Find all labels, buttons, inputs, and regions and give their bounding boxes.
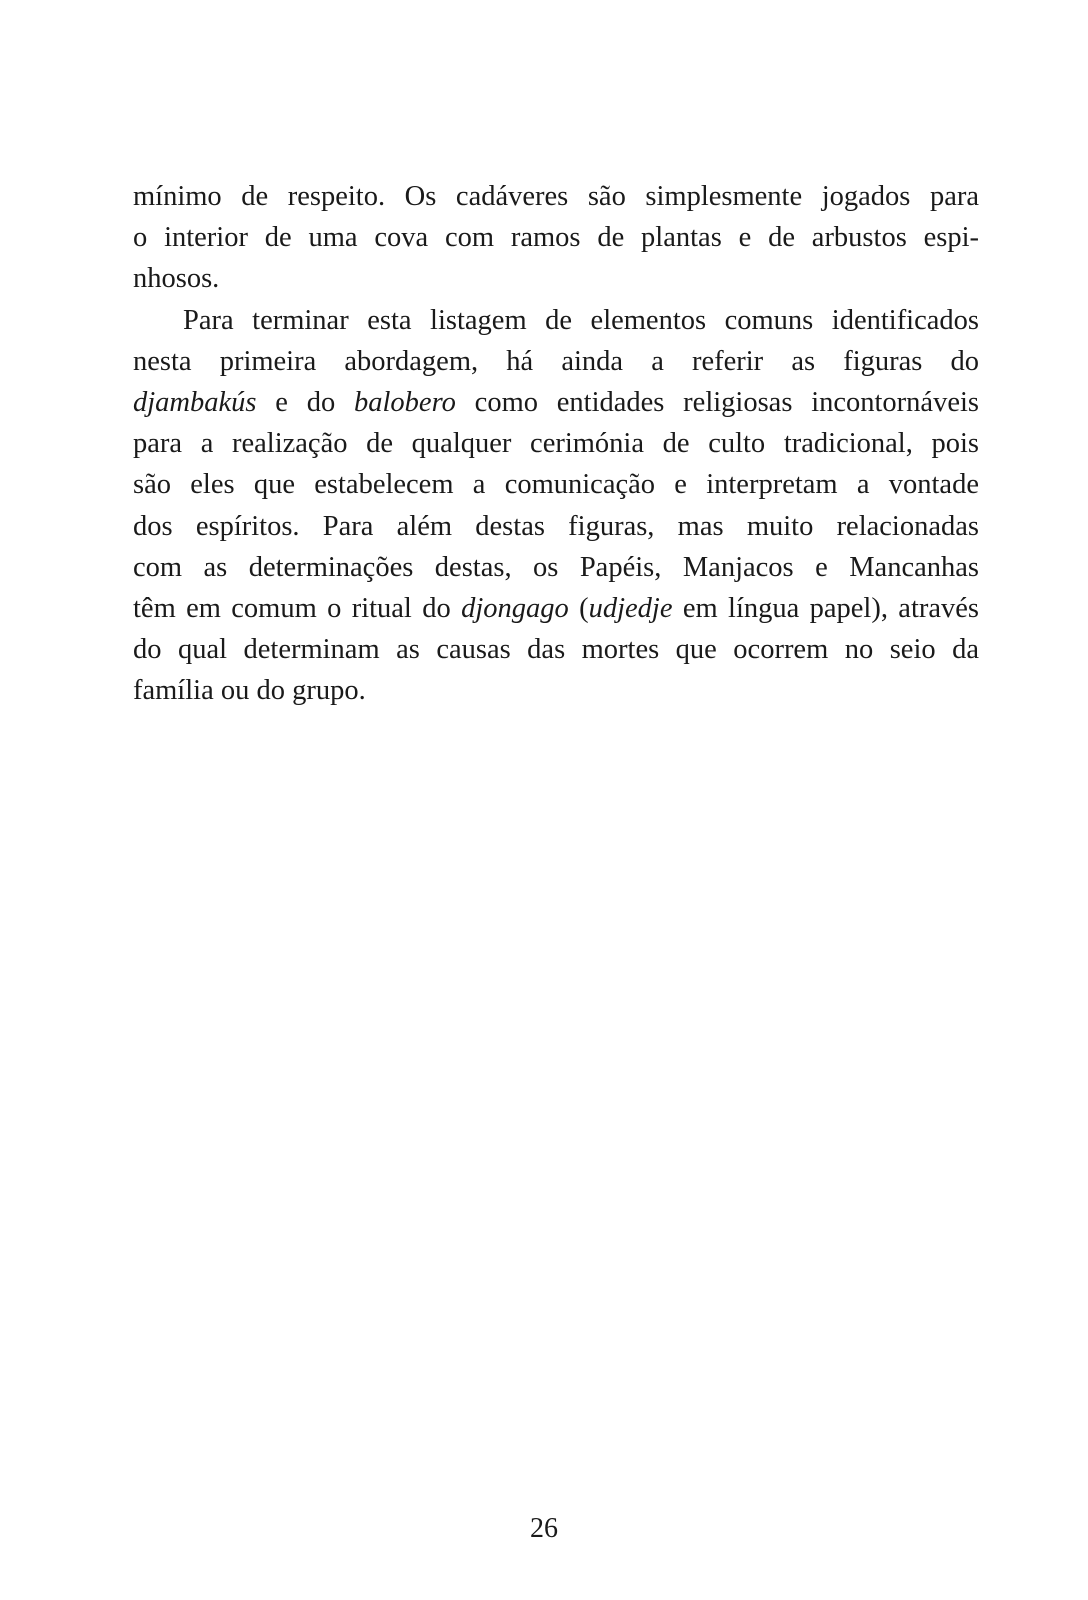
text-line: [133, 588, 979, 629]
italic-term: djongago: [461, 592, 569, 624]
text-line: mínimo de respeito. Os cadáveres são simplesmente jogados para: [133, 181, 979, 212]
text-line: nhosos.: [133, 263, 220, 295]
text-line: [133, 382, 979, 423]
text-segment: têm em comum o ritual do: [133, 592, 462, 624]
text-line: são eles que estabelecem a comunicação e interpretam a vontade: [133, 469, 979, 501]
italic-term: balobero: [354, 386, 456, 418]
text-line: o interior de uma cova com ramos de plantas e de arbustos espi-: [133, 222, 979, 254]
text-segment: Para terminar esta listagem de elementos comuns identificados: [183, 304, 979, 336]
text-line: do qual determinam as causas das mortes que ocorrem no seio da: [133, 634, 979, 666]
page-number: 26: [530, 1513, 558, 1544]
text-line: para a realização de qualquer cerimónia de culto tradicional, pois: [133, 428, 979, 460]
italic-term: djambakús: [133, 386, 257, 418]
text-line: nesta primeira abordagem, há ainda a referir as figuras do: [133, 345, 979, 377]
text-segment: e do: [256, 386, 355, 418]
text-line: dos espíritos. Para além destas figuras, mas muito relacionadas: [133, 510, 979, 542]
text-line: família ou do grupo.: [133, 675, 366, 707]
italic-term: udjedje: [588, 592, 673, 624]
body-text: [133, 176, 979, 711]
text-line: com as determinações destas, os Papéis, Manjacos e Mancanhas: [133, 551, 979, 583]
text-segment: (: [568, 592, 589, 624]
text-segment: como entidades religiosas incontornáveis: [455, 386, 979, 418]
text-segment: em língua papel), através: [672, 592, 980, 624]
text-line: [133, 300, 979, 341]
